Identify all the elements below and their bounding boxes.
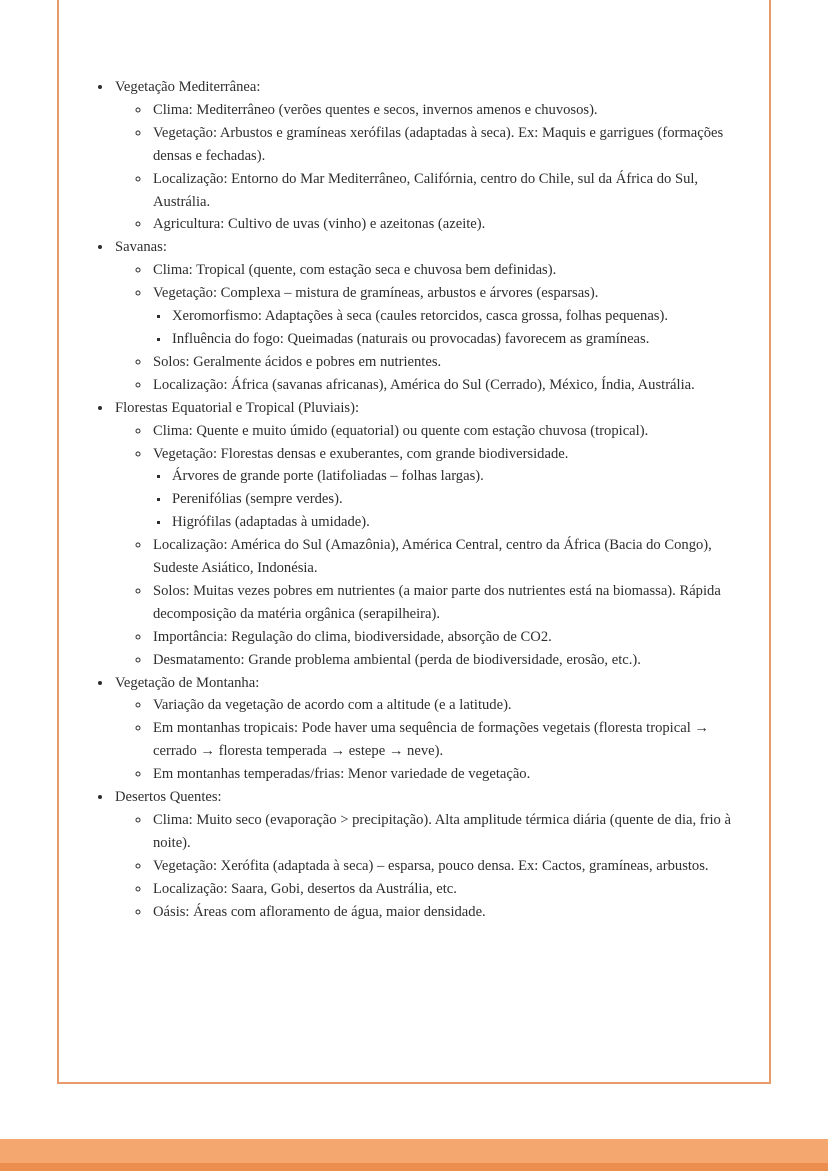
list-item-text: Clima: Tropical (quente, com estação seca e chuvosa bem definidas).	[153, 262, 557, 279]
list-item	[113, 236, 742, 396]
bullet-list-level-2	[115, 809, 742, 924]
list-item	[151, 901, 742, 924]
list-item	[151, 878, 742, 901]
list-item	[151, 168, 742, 214]
list-item	[151, 259, 742, 282]
list-item	[151, 694, 742, 717]
list-item	[151, 351, 742, 374]
list-item-text: Vegetação: Xerófita (adaptada à seca) – esparsa, pouco densa. Ex: Cactos, gramíneas, arbustos.	[153, 857, 709, 874]
list-item	[170, 328, 742, 351]
list-item-text: Vegetação: Florestas densas e exuberantes, com grande biodiversidade.	[153, 445, 569, 462]
list-item	[151, 809, 742, 855]
list-item	[170, 488, 742, 511]
list-item-text: Florestas Equatorial e Tropical (Pluviais):	[115, 399, 360, 416]
list-item	[170, 465, 742, 488]
list-item-text: Agricultura: Cultivo de uvas (vinho) e azeitonas (azeite).	[153, 216, 486, 233]
list-item	[113, 76, 742, 236]
bullet-list-level-3	[153, 305, 742, 351]
list-item-text: Vegetação: Complexa – mistura de gramíneas, arbustos e árvores (esparsas).	[153, 285, 599, 302]
list-item-text: Clima: Mediterrâneo (verões quentes e secos, invernos amenos e chuvosos).	[153, 101, 598, 118]
list-item-text: Localização: América do Sul (Amazônia), América Central, centro da África (Bacia do Congo), Sudeste Asiático, Indonésia.	[153, 537, 712, 577]
bullet-list-level-1	[96, 76, 742, 924]
footer-bar	[0, 1139, 828, 1171]
list-item-text: Localização: Entorno do Mar Mediterrâneo, Califórnia, centro do Chile, sul da África do Sul, Austrália.	[153, 170, 699, 210]
list-item	[151, 717, 742, 763]
list-item	[151, 534, 742, 580]
list-item	[170, 511, 742, 534]
document-content	[96, 76, 742, 924]
list-item-text: Savanas:	[115, 239, 167, 256]
list-item-text: Clima: Quente e muito úmido (equatorial) ou quente com estação chuvosa (tropical).	[153, 422, 649, 439]
list-item-text: Desertos Quentes:	[115, 789, 222, 806]
list-item	[151, 99, 742, 122]
list-item	[151, 213, 742, 236]
list-item-text: Árvores de grande porte (latifoliadas – folhas largas).	[172, 468, 484, 485]
list-item	[170, 305, 742, 328]
list-item	[113, 397, 742, 672]
list-item	[151, 855, 742, 878]
list-item-text: Em montanhas temperadas/frias: Menor variedade de vegetação.	[153, 766, 531, 783]
list-item-text: Localização: Saara, Gobi, desertos da Austrália, etc.	[153, 880, 457, 897]
bullet-list-level-2	[115, 420, 742, 672]
list-item-text: Solos: Geralmente ácidos e pobres em nutrientes.	[153, 353, 442, 370]
list-item	[151, 626, 742, 649]
list-item-text: Vegetação: Arbustos e gramíneas xerófilas (adaptadas à seca). Ex: Maquis e garrigues (formações densas e fechadas).	[153, 124, 724, 164]
list-item-text: Clima: Muito seco (evaporação > precipitação). Alta amplitude térmica diária (quente de dia, frio à noite).	[153, 812, 731, 851]
list-item-text: Variação da vegetação de acordo com a altitude (e a latitude).	[153, 697, 512, 714]
footer-accent-strip	[0, 1139, 828, 1163]
list-item-text: Importância: Regulação do clima, biodiversidade, absorção de CO2.	[153, 628, 552, 645]
bullet-list-level-2	[115, 259, 742, 396]
list-item-text: Xeromorfismo: Adaptações à seca (caules retorcidos, casca grossa, folhas pequenas).	[172, 308, 668, 325]
list-item-text: Oásis: Áreas com afloramento de água, maior densidade.	[153, 903, 486, 920]
list-item	[151, 420, 742, 443]
bullet-list-level-2	[115, 694, 742, 786]
list-item	[151, 580, 742, 626]
list-item-text: Influência do fogo: Queimadas (naturais ou provocadas) favorecem as gramíneas.	[172, 330, 650, 347]
list-item	[151, 763, 742, 786]
list-item-text: Em montanhas tropicais: Pode haver uma sequência de formações vegetais (floresta tropical → cerrado → floresta temperada → estepe → neve).	[153, 720, 709, 760]
list-item-text: Solos: Muitas vezes pobres em nutrientes (a maior parte dos nutrientes está na biomassa). Rápida decomposição da matéria orgânica (serapilheira).	[153, 582, 721, 622]
list-item	[113, 672, 742, 787]
footer-edge-strip	[0, 1163, 828, 1171]
list-item-text: Vegetação de Montanha:	[115, 674, 260, 691]
list-item	[151, 282, 742, 351]
list-item	[151, 374, 742, 397]
bullet-list-level-3	[153, 465, 742, 534]
list-item-text: Vegetação Mediterrânea:	[115, 79, 261, 95]
list-item-text: Perenifólias (sempre verdes).	[172, 491, 343, 508]
list-item-text: Localização: África (savanas africanas), América do Sul (Cerrado), México, Índia, Austrália.	[153, 376, 695, 393]
list-item-text: Desmatamento: Grande problema ambiental (perda de biodiversidade, erosão, etc.).	[153, 651, 641, 668]
bullet-list-level-2	[115, 99, 742, 236]
list-item	[113, 786, 742, 923]
list-item	[151, 649, 742, 672]
list-item	[151, 443, 742, 535]
list-item	[151, 122, 742, 168]
list-item-text: Higrófilas (adaptadas à umidade).	[172, 514, 370, 531]
